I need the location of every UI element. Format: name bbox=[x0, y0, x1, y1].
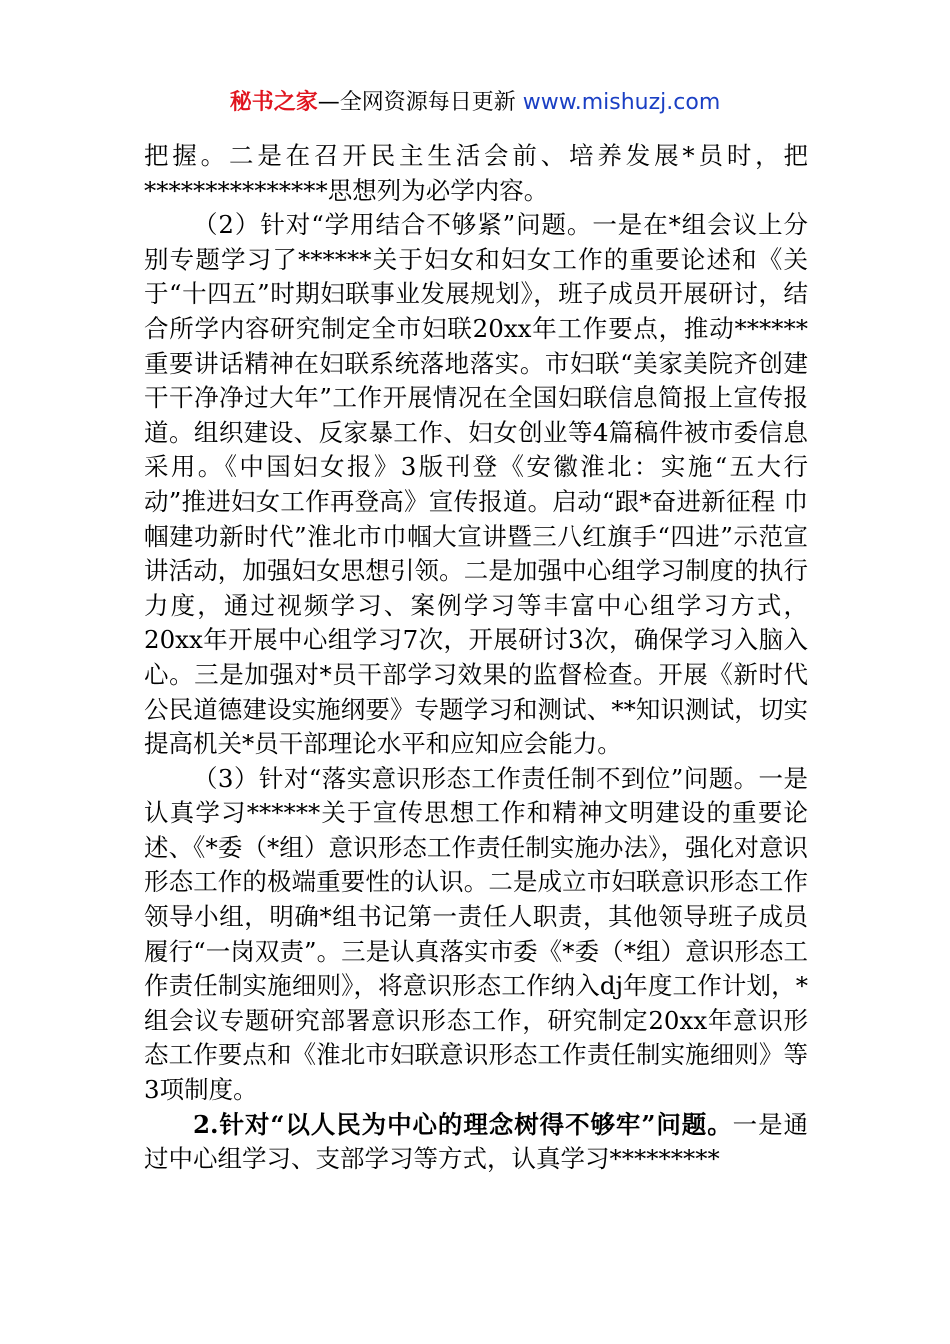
paragraph-item-2: （2）针对“学用结合不够紧”问题。一是在*组会议上分别专题学习了******关于妇女和妇女工作的重要论述和《关于“十四五”时期妇联事业发展规划》，班子成员开展研讨，结合所学内容研究制定全市妇联20xx年工作要点，推动******重要讲话精神在妇联系统落地落实。市妇联“美家美院齐创建 干干净净过大年”工作开展情况在全国妇联信息简报上宣传报道。组织建设、反家暴工作、妇女创业等4篇稿件被市委信息采用。《中国妇女报》3版刊登《安徽淮北：实施“五大行动”推进妇女工作再登高》宣传报道。启动“跟*奋进新征程 巾帼建功新时代”淮北市巾帼大宣讲暨三八红旗手“四进”示范宣讲活动，加强妇女思想引领。二是加强中心组学习制度的执行力度，通过视频学习、案例学习等丰富中心组学习方式，20xx年开展中心组学习7次，开展研讨3次，确保学习入脑入心。三是加强对*员干部学习效果的监督检查。开展《新时代公民道德建设实施纲要》专题学习和测试、**知识测试，切实提高机关*员干部理论水平和应知应会能力。 bbox=[144, 210, 808, 759]
section-heading: 2.针对“以人民为中心的理念树得不够牢”问题。 bbox=[193, 1109, 733, 1139]
document-body bbox=[144, 139, 808, 1177]
site-url-link[interactable]: www.mishuzj.com bbox=[522, 90, 721, 115]
site-tagline: —全网资源每日更新 bbox=[317, 90, 523, 115]
paragraph-section-2 bbox=[144, 1108, 808, 1177]
site-brand: 秘书之家 bbox=[229, 90, 318, 115]
site-header bbox=[0, 86, 950, 120]
section-text: 一是通过中心组学习、支部学习等方式，认真学习********* bbox=[144, 1109, 808, 1174]
paragraph-item-3: （3）针对“落实意识形态工作责任制不到位”问题。一是认真学习******关于宣传思想工作和精神文明建设的重要论述、《*委（*组）意识形态工作责任制实施办法》，强化对意识形态工作的极端重要性的认识。二是成立市妇联意识形态工作领导小组，明确*组书记第一责任人职责，其他领导班子成员履行“一岗双责”。三是认真落实市委《*委（*组）意识形态工作责任制实施细则》，将意识形态工作纳入dj年度工作计划，*组会议专题研究部署意识形态工作，研究制定20xx年意识形态工作要点和《淮北市妇联意识形态工作责任制实施细则》等3项制度。 bbox=[144, 763, 808, 1105]
paragraph-continuation: 把握。二是在召开民主生活会前、培养发展*员时，把***************思想列为必学内容。 bbox=[144, 141, 808, 205]
